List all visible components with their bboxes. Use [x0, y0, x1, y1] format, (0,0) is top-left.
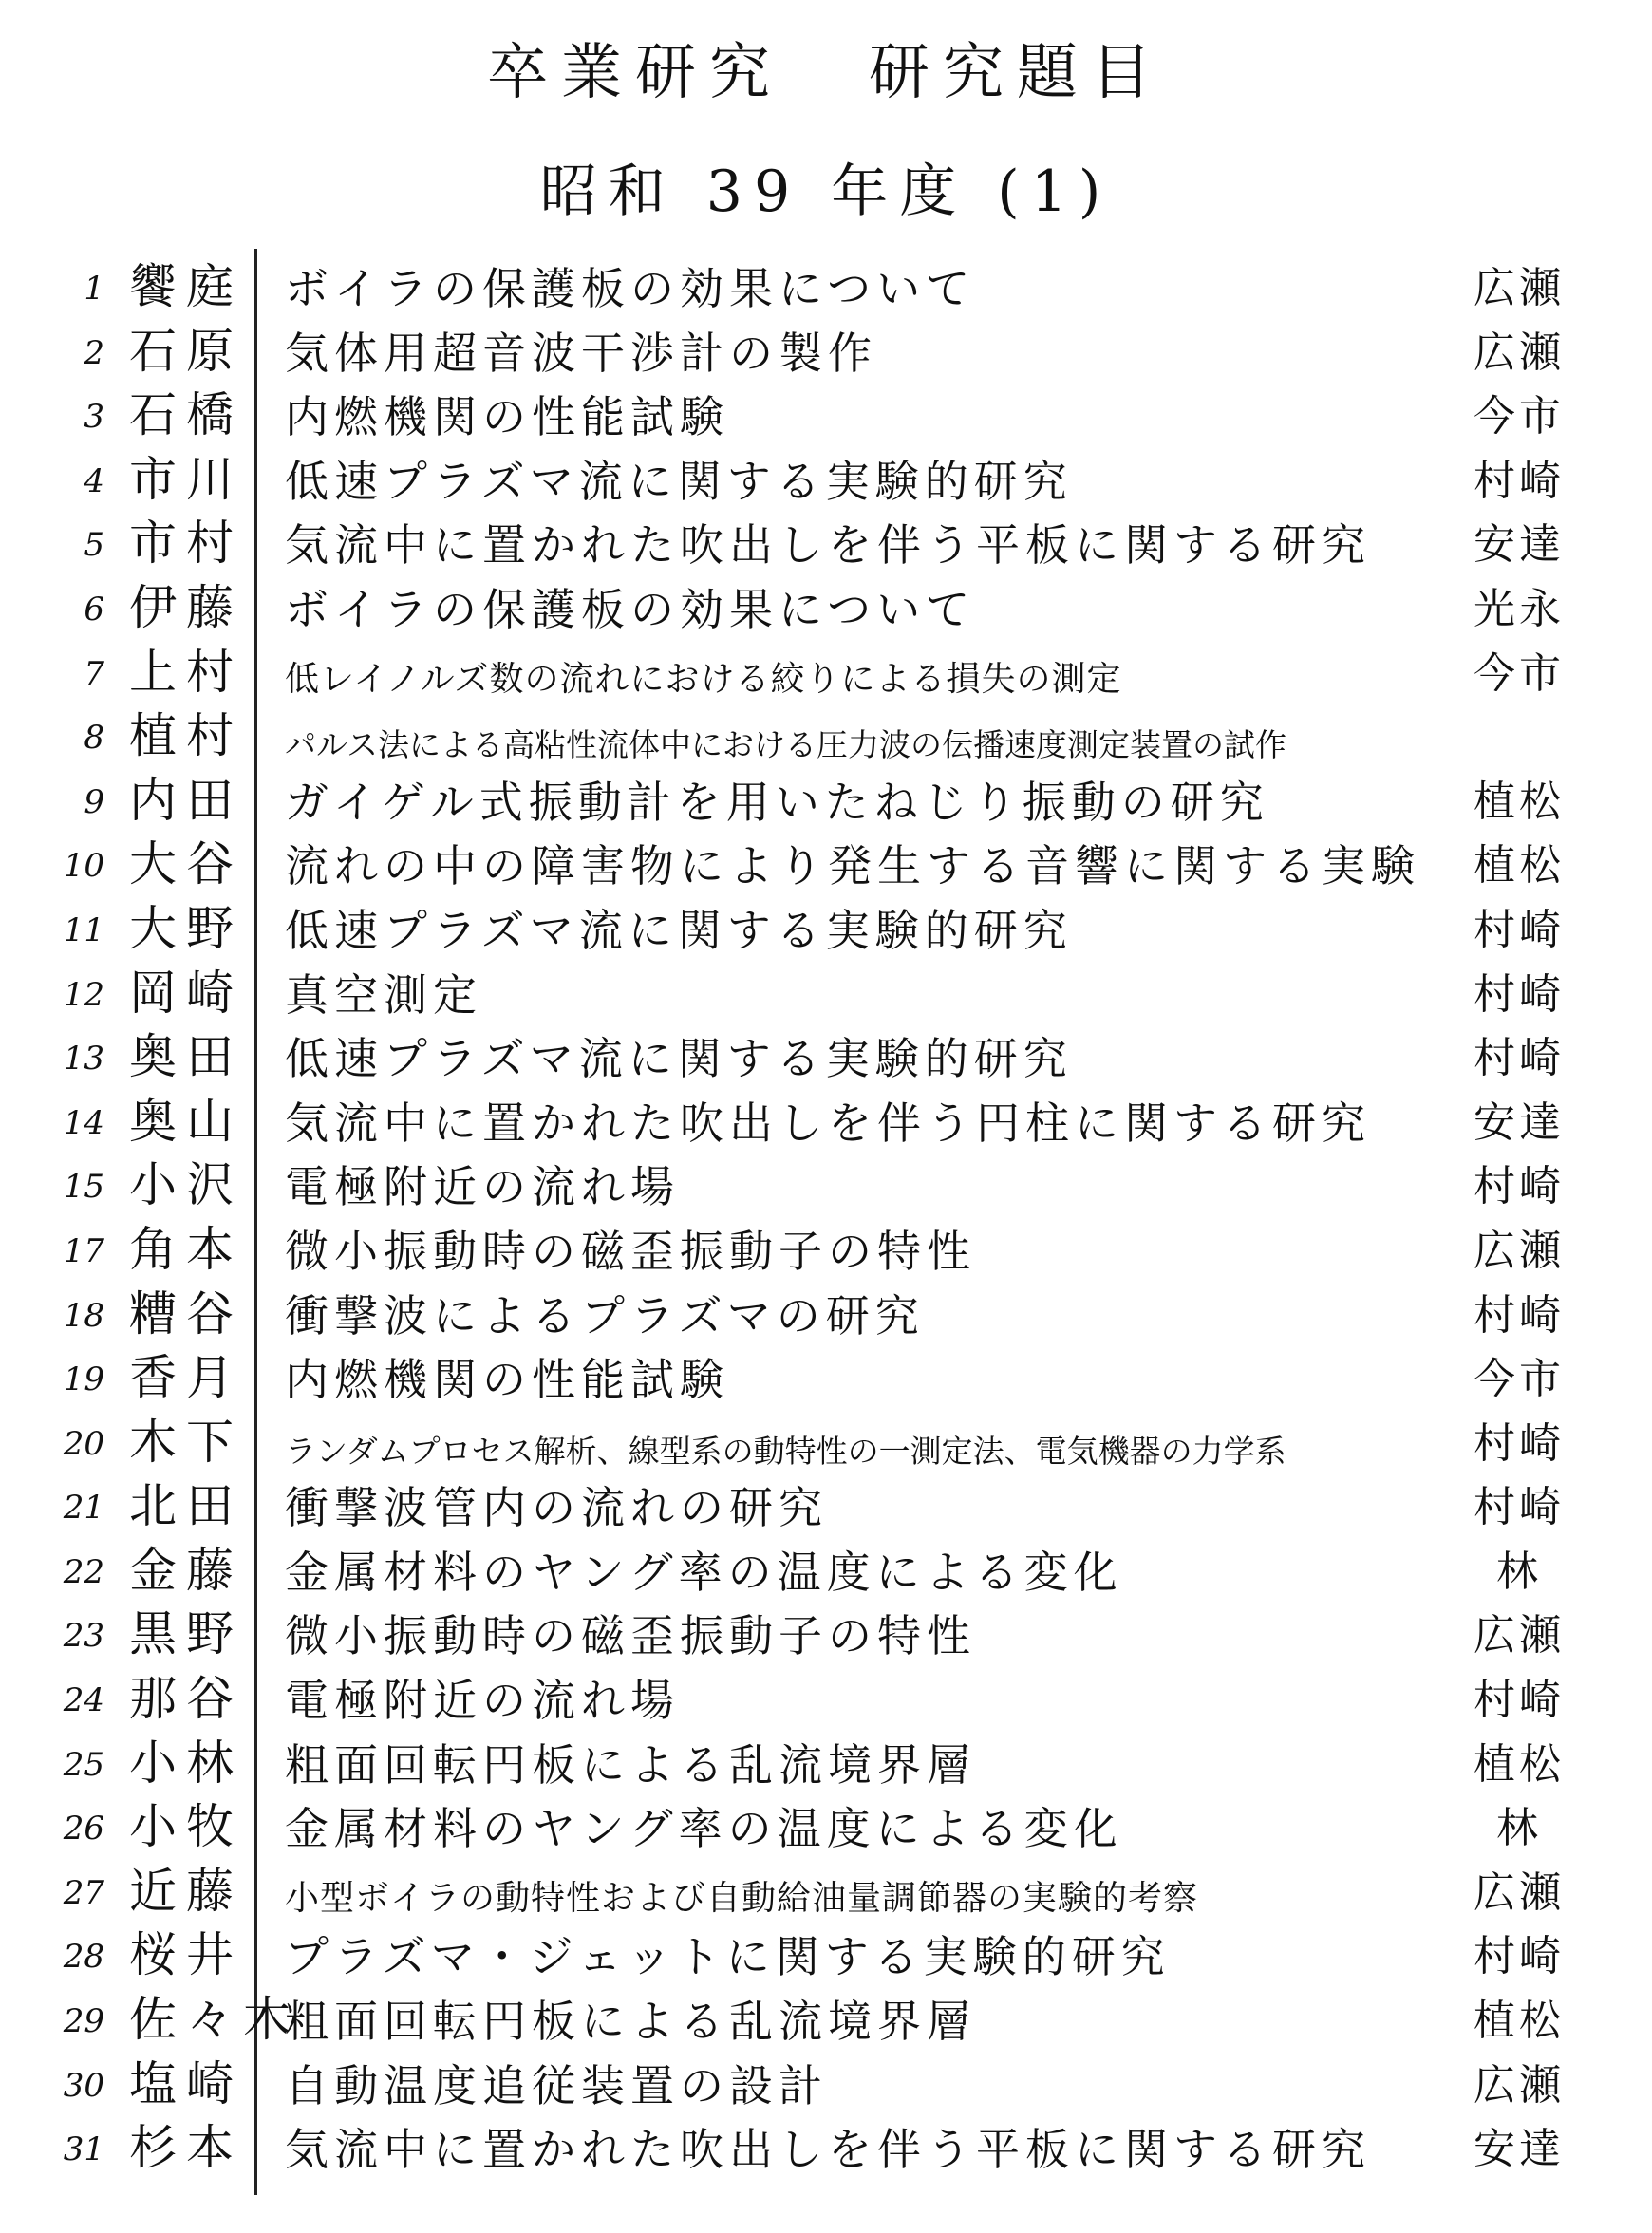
research-topic: 真空測定 [285, 968, 482, 1021]
student-name: 北田 [129, 1478, 243, 1534]
table-row [0, 1219, 1652, 1284]
research-topic: パルス法による高粘性流体中における圧力波の伝播速度測定装置の試作 [285, 726, 1287, 764]
student-name: 小牧 [129, 1799, 243, 1855]
row-number: 11 [63, 910, 104, 949]
student-name: 近藤 [129, 1863, 243, 1919]
row-number: 30 [63, 2066, 104, 2105]
research-topic: ガイゲル式振動計を用いたねじり振動の研究 [285, 776, 1269, 828]
research-topic: 低速プラズマ流に関する実験的研究 [285, 455, 1073, 507]
advisor-name: 広瀬 [1474, 328, 1565, 377]
student-name: 小沢 [129, 1157, 243, 1213]
advisor-name: 植松 [1474, 777, 1565, 826]
title-left: 卒業研究 [487, 38, 783, 108]
row-number: 26 [63, 1810, 104, 1848]
advisor-name: 安達 [1474, 520, 1565, 570]
table-row [0, 1154, 1652, 1219]
research-topic: 気体用超音波干渉計の製作 [285, 327, 877, 379]
research-topic: 低速プラズマ流に関する実験的研究 [285, 904, 1073, 956]
table-row [0, 1668, 1652, 1733]
table-row [0, 1604, 1652, 1668]
row-number: 21 [63, 1489, 104, 1528]
table-row [0, 705, 1652, 770]
row-number: 7 [84, 654, 104, 693]
student-name: 市川 [129, 451, 243, 507]
research-topic: 低レイノルズ数の流れにおける絞りによる損失の測定 [285, 659, 1122, 699]
research-topic: 流れの中の障害物により発生する音響に関する実験 [285, 840, 1420, 892]
research-topic: 自動温度追従装置の設計 [285, 2059, 828, 2111]
table-row [0, 1924, 1652, 1989]
row-number: 2 [84, 333, 104, 372]
advisor-name: 植松 [1474, 841, 1565, 891]
student-name: 市村 [129, 516, 243, 572]
research-topic: 粗面回転円板による乱流境界層 [285, 1738, 976, 1791]
row-number: 10 [63, 847, 104, 886]
table-row [0, 898, 1652, 963]
page-subtitle: 昭和 39 年度 (1) [539, 159, 1113, 225]
student-name: 黒野 [129, 1606, 243, 1662]
advisor-name: 村崎 [1474, 1676, 1565, 1725]
student-name: 上村 [129, 644, 243, 700]
advisor-name: 村崎 [1474, 456, 1565, 505]
topic-list [0, 256, 1652, 2182]
student-name: 塩崎 [129, 2055, 243, 2111]
research-topic: 衝撃波によるプラズマの研究 [285, 1289, 925, 1342]
research-topic: 内燃機関の性能試験 [285, 1354, 729, 1406]
advisor-name: 光永 [1474, 584, 1565, 633]
advisor-name: 広瀬 [1474, 264, 1565, 312]
table-row [0, 256, 1652, 321]
research-topic: 微小振動時の磁歪振動子の特性 [285, 1225, 976, 1277]
advisor-name: 村崎 [1474, 1162, 1565, 1211]
row-number: 18 [63, 1296, 104, 1335]
advisor-name: 村崎 [1474, 1483, 1565, 1532]
advisor-name: 今市 [1474, 1355, 1565, 1404]
student-name: 石原 [129, 323, 243, 379]
row-number: 27 [63, 1873, 104, 1912]
row-number: 9 [84, 782, 104, 821]
student-name: 香月 [129, 1350, 243, 1406]
table-row [0, 834, 1652, 898]
row-number: 15 [63, 1168, 104, 1207]
student-name: 角本 [129, 1221, 243, 1277]
row-number: 6 [84, 590, 104, 629]
table-row [0, 1540, 1652, 1604]
row-number: 24 [63, 1681, 104, 1720]
row-number: 22 [63, 1552, 104, 1591]
row-number: 25 [63, 1745, 104, 1784]
table-row [0, 642, 1652, 706]
advisor-name: 広瀬 [1474, 2060, 1565, 2110]
title-right: 研究題目 [869, 38, 1165, 108]
row-number: 29 [63, 2002, 104, 2041]
advisor-name: 安達 [1474, 2125, 1565, 2174]
research-topic: ボイラの保護板の効果について [285, 583, 976, 635]
table-row [0, 385, 1652, 449]
table-row [0, 1347, 1652, 1412]
research-topic: ランダムプロセス解析、線型系の動特性の一測定法、電気機器の力学系 [285, 1432, 1286, 1470]
row-number: 31 [63, 2130, 104, 2169]
student-name: 杉本 [129, 2120, 243, 2176]
student-name: 植村 [129, 708, 243, 764]
advisor-name: 植松 [1474, 1739, 1565, 1789]
student-name: 桜井 [129, 1927, 243, 1983]
student-name: 大野 [129, 900, 243, 956]
row-number: 28 [63, 1938, 104, 1977]
research-topic: 金属材料のヤング率の温度による変化 [285, 1803, 1123, 1855]
student-name: 饗庭 [129, 259, 243, 314]
student-name: 石橋 [129, 387, 243, 443]
research-topic: 衝撃波管内の流れの研究 [285, 1482, 828, 1534]
table-row [0, 1861, 1652, 1925]
footer-scan-mark [608, 2201, 949, 2222]
student-name: 伊藤 [129, 579, 243, 635]
table-row [0, 2054, 1652, 2118]
research-topic: 気流中に置かれた吹出しを伴う円柱に関する研究 [285, 1097, 1371, 1149]
table-row [0, 577, 1652, 642]
advisor-name: 村崎 [1474, 1034, 1565, 1083]
row-number: 23 [63, 1617, 104, 1656]
advisor-name: 安達 [1474, 1098, 1565, 1147]
row-number: 20 [63, 1424, 104, 1463]
research-topic: 微小振動時の磁歪振動子の特性 [285, 1610, 976, 1662]
student-name: 小林 [129, 1735, 243, 1791]
advisor-name: 広瀬 [1474, 1226, 1565, 1275]
advisor-name: 村崎 [1474, 1290, 1565, 1340]
advisor-name: 村崎 [1474, 1932, 1565, 1981]
research-topic: 低速プラズマ流に関する実験的研究 [285, 1033, 1073, 1085]
student-name: 奥田 [129, 1029, 243, 1085]
research-topic: 粗面回転円板による乱流境界層 [285, 1996, 976, 2048]
research-topic: 電極附近の流れ場 [285, 1161, 680, 1213]
table-row [0, 1284, 1652, 1348]
advisor-name: 植松 [1474, 1997, 1565, 2046]
advisor-name: 村崎 [1474, 969, 1565, 1019]
advisor-name: 林 [1496, 1547, 1542, 1596]
row-number: 8 [84, 719, 104, 758]
advisor-name: 村崎 [1474, 905, 1565, 954]
row-number: 4 [84, 461, 104, 500]
table-row [0, 770, 1652, 835]
research-topic: 金属材料のヤング率の温度による変化 [285, 1546, 1123, 1598]
research-topic: 小型ボイラの動特性および自動給油量調節器の実験的考察 [285, 1878, 1199, 1918]
advisor-name: 今市 [1474, 648, 1565, 698]
page-title [0, 30, 1652, 116]
table-row [0, 1475, 1652, 1540]
table-row [0, 321, 1652, 385]
student-name: 奥山 [129, 1093, 243, 1149]
row-number: 5 [84, 526, 104, 565]
row-number: 1 [84, 270, 104, 308]
advisor-name: 広瀬 [1474, 1867, 1565, 1917]
row-number: 3 [84, 398, 104, 437]
student-name: 岡崎 [129, 965, 243, 1021]
table-row [0, 449, 1652, 514]
table-row [0, 1733, 1652, 1797]
row-number: 19 [63, 1360, 104, 1399]
advisor-name: 村崎 [1474, 1418, 1565, 1468]
table-row [0, 1796, 1652, 1861]
student-name: 金藤 [129, 1542, 243, 1598]
advisor-name: 今市 [1474, 392, 1565, 441]
table-row [0, 1026, 1652, 1091]
research-topic: 内燃機関の性能試験 [285, 391, 729, 443]
row-number: 12 [63, 975, 104, 1014]
student-name: 佐々木 [129, 1992, 300, 2048]
research-topic: ボイラの保護板の効果について [285, 263, 976, 314]
student-name: 那谷 [129, 1671, 243, 1727]
research-topic: 電極附近の流れ場 [285, 1675, 680, 1727]
row-number: 14 [63, 1103, 104, 1142]
student-name: 木下 [129, 1414, 243, 1470]
table-row [0, 1412, 1652, 1476]
advisor-name: 広瀬 [1474, 1611, 1565, 1661]
row-number: 13 [63, 1040, 104, 1079]
research-topic: 気流中に置かれた吹出しを伴う平板に関する研究 [285, 2124, 1371, 2176]
student-name: 大谷 [129, 836, 243, 892]
advisor-name: 林 [1496, 1804, 1542, 1853]
research-topic: プラズマ・ジェットに関する実験的研究 [285, 1931, 1171, 1983]
row-number: 17 [63, 1231, 104, 1270]
research-topic: 気流中に置かれた吹出しを伴う平板に関する研究 [285, 519, 1371, 572]
student-name: 糟谷 [129, 1285, 243, 1342]
table-row [0, 963, 1652, 1027]
table-row [0, 1989, 1652, 2054]
table-row [0, 513, 1652, 577]
table-row [0, 2117, 1652, 2182]
student-name: 内田 [129, 772, 243, 828]
table-row [0, 1091, 1652, 1155]
